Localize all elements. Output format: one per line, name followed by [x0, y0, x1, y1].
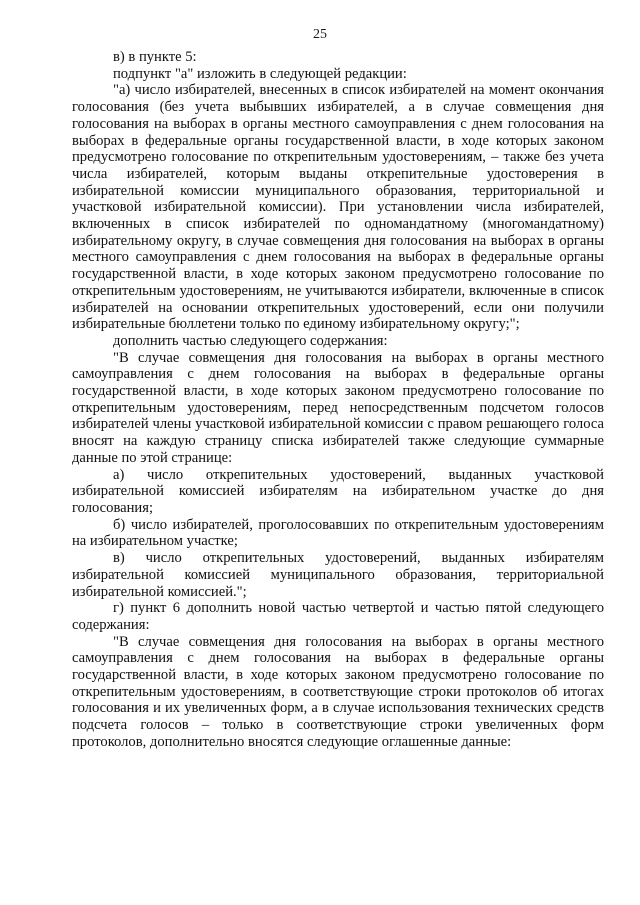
paragraph-item-v-point-5: в) в пункте 5:	[113, 49, 197, 65]
paragraph-list-item-a: а) число открепительных удостоверений, выданных участковой избирательной комиссией избирателям на избирательном участке до дня голосования;	[72, 466, 604, 516]
paragraph-subpoint-a-text: "а) число избирателей, внесенных в список избирателей на момент окончания голосования (без учета выбывших избирателей, а в случае совмещения дня голосования на выборах в органы местного самоуправления с днем голосования на выборах в федеральные органы государственной власти, в ходе которых законом предусмотрено голосование по открепительным удостоверениям, – также без учета числа избирателей, которым выданы открепительные удостоверения в избирательной комиссии муниципального образования, территориальной и участковой избирательной комиссии). При установлении числа избирателей, включенных в список избирателей по одномандатному (многомандатному) избирательному округу, в случае совмещения дня голосования на выборах в органы местного самоуправления с днем голосования на выборах в федеральные органы государственной власти, в ходе которых законом предусмотрено голосование по открепительным удостоверениям, не учитываются избиратели, включенные в список избирателей на основании открепительных удостоверений, если они получили избирательные бюллетени только по единому избирательному округу;";	[72, 82, 604, 333]
paragraph-list-item-v: в) число открепительных удостоверений, выданных избирателям избирательной комиссией муниципального образования, территориальной избирательной комиссией.";	[72, 550, 604, 600]
paragraph-subpoint-a-intro: подпункт "а" изложить в следующей редакции:	[113, 65, 407, 82]
paragraph-combined-voting-protocols: "В случае совмещения дня голосования на выборах в органы местного самоуправления с днем голосования на выборах в федеральные органы государственной власти, в ходе которых законом предусмотрено голосование по открепительным удостоверениям, в соответствующие строки протоколов об итогах голосования и их увеличенных форм, а в случае использования технических средств подсчета голосов – только в соответствующие строки увеличенных форм протоколов, дополнительно вносятся следующие оглашенные данные:	[72, 633, 604, 750]
page-number: 25	[313, 27, 327, 42]
paragraph-combined-voting-list: "В случае совмещения дня голосования на выборах в органы местного самоуправления с днем голосования на выборах в федеральные органы государственной власти, в ходе которых законом предусмотрено голосование по открепительным удостоверениям, перед непосредственным подсчетом голосов избирателей члены участковой избирательной комиссии с правом решающего голоса вносят на каждую страницу списка избирателей также следующие суммарные данные по этой странице:	[72, 349, 604, 466]
paragraph-list-item-b: б) число избирателей, проголосовавших по открепительным удостоверениям на избирательном участке;	[72, 516, 604, 550]
paragraph-item-g-point-6: г) пункт 6 дополнить новой частью четвертой и частью пятой следующего содержания:	[72, 600, 604, 633]
document-body	[72, 49, 604, 751]
paragraph-add-part-intro: дополнить частью следующего содержания:	[113, 332, 388, 349]
